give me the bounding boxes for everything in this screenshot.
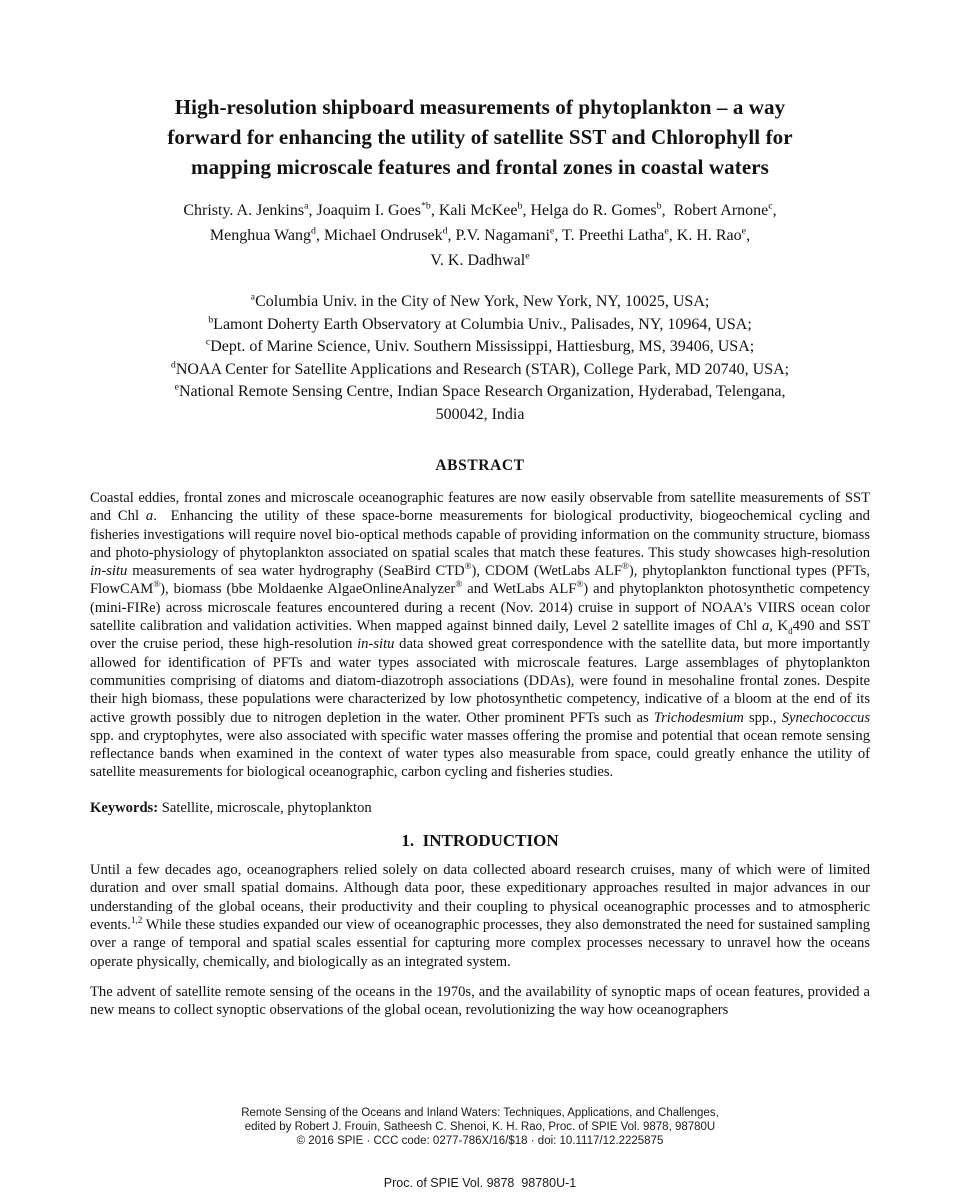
authors-line-2: Menghua Wang$^d$, Michael Ondrusek$^d$, P.V. Nagamani$^e$, T. Preethi Latha$^e$, K. H. Rao$^e$, [209, 225, 751, 244]
title-line-3: mapping microscale features and frontal zones in coastal waters [191, 155, 769, 179]
introduction-paragraph-2: The advent of satellite remote sensing of the oceans in the 1970s, and the availability of synoptic maps of ocean features, provided a new means to collect synoptic observations of the global ocean, revolutionizing the way how oceanographers [90, 983, 870, 1019]
affiliation-line-3: $^c$Dept. of Marine Science, Univ. Southern Mississippi, Hattiesburg, MS, 39406, USA; [205, 336, 755, 355]
abstract-body: Coastal eddies, frontal zones and microscale oceanographic features are now easily observable from satellite measurements of SST and Chl a. Enhancing the utility of these space-borne measurements for biological productivity, biogeochemical cycling and fisheries investigations will require novel bio-optical methods capable of providing information on the community structure, biomass and photo-physiology of phytoplankton associated on spatial scales that match these features. This study showcases high-resolution in-situ measurements of sea water hydrography (SeaBird CTD®), CDOM (WetLabs ALF®), phytoplankton functional types (PFTs, FlowCAM®), biomass (bbe Moldaenke AlgaeOnlineAnalyzer® and WetLabs ALF®) and phytoplankton photosynthetic competency (mini-FIRe) across microscale features encountered during a recent (Nov. 2014) cruise in support of NOAA's VIIRS ocean color satellite calibration and validation activities. When mapped against binned daily, Level 2 satellite images of Chl a, $K_d490$ and SST over the cruise period, these high-resolution in-situ data showed great correspondence with the satellite data, but more importantly allowed for identification of PFTs and water types associated with microscale features. Large assemblages of phytoplankton communities comprising of diatoms and diatom-diazotroph associations (DDAs), were found in mesohaline frontal zones. Despite their high biomass, these populations were characterized by low photosynthetic competency, indicative of a bloom at the end of its active growth possibly due to nitrogen depletion in the water. Other prominent PFTs such as Trichodesmium spp., Synechococcus spp. and cryptophytes, were also associated with specific water masses offering the promise and potential that ocean remote sensing reflectance bands when examined in the context of water types also measurable from space, could greatly enhance the utility of satellite measurements for biological oceanographic, carbon cycling and fisheries studies. [90, 490, 871, 781]
footer-credits [0, 1106, 960, 1148]
title-line-1: High-resolution shipboard measurements of phytoplankton – a way [174, 95, 786, 119]
affiliation-line-5: $^e$National Remote Sensing Centre, Indian Space Research Organization, Hyderabad, Telengana, [174, 381, 786, 400]
keywords-text: Satellite, microscale, phytoplankton [158, 799, 372, 816]
affiliation-line-6: 500042, India [435, 405, 525, 423]
keywords-label: Keywords: [90, 799, 159, 816]
affiliation-line-1: $^a$Columbia Univ. in the City of New York, New York, NY, 10025, USA; [250, 291, 710, 310]
paper-title [90, 92, 870, 182]
affiliation-line-2: $^b$Lamont Doherty Earth Observatory at Columbia Univ., Palisades, NY, 10964, USA; [208, 314, 752, 333]
author-list [90, 198, 870, 273]
authors-line-3: V. K. Dadhwal$^e$ [430, 250, 530, 269]
authors-line-1: Christy. A. Jenkins$^a$, Joaquim I. Goes$^{*b}$, Kali McKee$^b$, Helga do R. Gomes$^b$, Robert Arnone$^c$, [183, 200, 777, 219]
introduction-heading: 1. INTRODUCTION [401, 831, 559, 851]
keywords-line [90, 799, 870, 817]
footer-credit-line-2: edited by Robert J. Frouin, Satheesh C. Shenoi, K. H. Rao, Proc. of SPIE Vol. 9878, 98780U [244, 1121, 716, 1133]
title-line-2: forward for enhancing the utility of satellite SST and Chlorophyll for [167, 125, 793, 149]
footer-credit-line-1: Remote Sensing of the Oceans and Inland Waters: Techniques, Applications, and Challenges, [241, 1107, 719, 1119]
footer-credit-line-3: © 2016 SPIE · CCC code: 0277-786X/16/$18 · doi: 10.1117/12.2225875 [296, 1135, 664, 1147]
affiliation-list [90, 291, 870, 426]
page-number: Proc. of SPIE Vol. 9878 98780U-1 [383, 1176, 577, 1190]
affiliation-line-4: $^d$NOAA Center for Satellite Applications and Research (STAR), College Park, MD 20740, USA; [170, 359, 790, 378]
abstract-heading: ABSTRACT [435, 457, 525, 474]
introduction-paragraph-1: Until a few decades ago, oceanographers relied solely on data collected aboard research cruises, many of which were of limited duration and over small spatial domains. Although data poor, these expeditionary approaches resulted in major advances in our understanding of the global oceans, their productivity and their coupling to physical oceanographic processes and to atmospheric events.$^{1,2}$ While these studies expanded our view of oceanographic processes, they also demonstrated the need for sustained sampling over a range of temporal and spatial scales essential for capturing more complex processes necessary to unravel how the oceans operate physically, chemically, and biologically as an integrated system. [90, 862, 870, 970]
